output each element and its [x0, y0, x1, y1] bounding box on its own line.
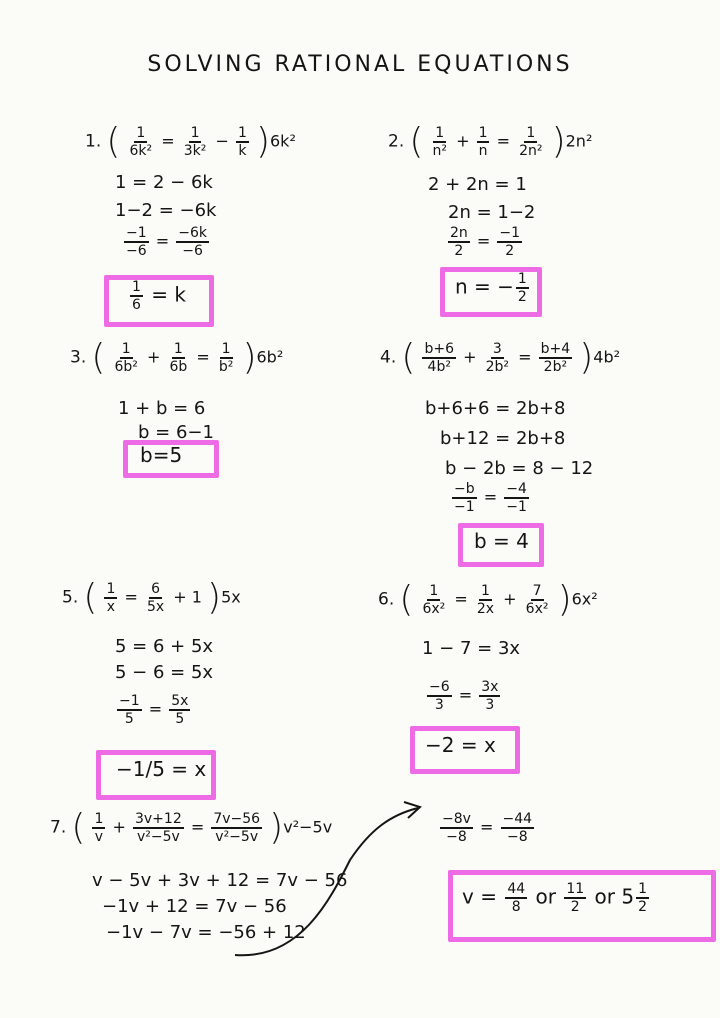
problem-number: 3.: [70, 347, 87, 368]
fraction: $\frac{1}{v}$: [94, 811, 104, 845]
problem-2-equation: 2. ( $\frac{1}{\text{n²}}$ + $\frac{1}{n}$ = $\frac{1}{\text{2n²}}$ )2n²: [388, 121, 593, 162]
fraction: $\frac{b+6}{\text{4b²}}$: [424, 341, 454, 375]
answer: b = 4: [474, 529, 529, 553]
step-line: −1v − 7v = −56 + 12: [106, 922, 306, 943]
fraction: $\frac{b+4}{\text{2b²}}$: [540, 341, 571, 375]
step-line: 2 + 2n = 1: [428, 174, 527, 195]
fraction: $\frac{3}{\text{2b²}}$: [485, 341, 509, 375]
fraction: $\frac{7v-56}{\text{v²−5v}}$: [213, 811, 261, 845]
division-step: $\frac{-1}{5}$ = $\frac{5x}{5}$: [119, 693, 189, 727]
problem-1-equation: 1. ( $\frac{1}{\text{6k²}}$ = $\frac{1}{\text{3k²}}$ − $\frac{1}{k}$ )6k²: [85, 121, 296, 162]
answer: v = $\frac{44}{8}$ or $\frac{11}{2}$ or 5 $\frac{1}{2}$: [462, 881, 647, 915]
step-line: 1 = 2 − 6k: [115, 172, 213, 193]
fraction: $\frac{3v+12}{\text{v²−5v}}$: [134, 811, 182, 845]
step-line: v − 5v + 3v + 12 = 7v − 56: [92, 870, 348, 891]
fraction: $\frac{1}{\text{6b²}}$: [114, 341, 138, 375]
problem-number: 4.: [380, 347, 397, 368]
fraction: $\frac{1}{\text{6x²}}$: [422, 583, 446, 617]
step-line: b − 2b = 8 − 12: [445, 458, 594, 479]
step-line: 2n = 1−2: [448, 202, 536, 223]
answer: $\frac{1}{6}$ = k: [132, 279, 186, 313]
problem-number: 5.: [62, 587, 79, 608]
answer: −1/5 = x: [116, 757, 207, 781]
fraction: $\frac{1}{2x}$: [476, 583, 495, 617]
fraction: $\frac{1}{\text{2n²}}$: [519, 125, 543, 159]
fraction: $\frac{1}{\text{n²}}$: [432, 125, 447, 159]
step-line: b = 6−1: [138, 422, 214, 443]
fraction: $\frac{1}{6b}$: [169, 341, 188, 375]
fraction: $\frac{6}{5x}$: [146, 581, 165, 615]
problem-number: 2.: [388, 131, 405, 152]
problem-number: 7.: [50, 817, 67, 838]
fraction: $\frac{1}{\text{3k²}}$: [183, 125, 207, 159]
fraction: $\frac{1}{x}$: [106, 581, 116, 615]
problem-number: 6.: [378, 589, 395, 610]
problem-3-equation: 3. ( $\frac{1}{\text{6b²}}$ + $\frac{1}{6b}$ = $\frac{1}{\text{b²}}$ )6b²: [70, 337, 284, 378]
step-line: 5 − 6 = 5x: [115, 662, 214, 683]
fraction: $\frac{1}{k}$: [237, 125, 247, 159]
problem-4-equation: 4. ( $\frac{b+6}{\text{4b²}}$ + $\frac{3}{\text{2b²}}$ = $\frac{b+4}{\text{2b²}}$ )4b²: [380, 337, 621, 378]
step-line: 1 − 7 = 3x: [422, 638, 521, 659]
division-step: $\frac{-8v}{-8}$ = $\frac{-44}{-8}$: [442, 811, 533, 845]
answer: n = − $\frac{1}{2}$: [455, 271, 527, 305]
fraction: $\frac{1}{n}$: [478, 125, 488, 159]
problem-number: 1.: [85, 131, 102, 152]
fraction: $\frac{1}{\text{b²}}$: [218, 341, 234, 375]
step-line: b+6+6 = 2b+8: [425, 398, 566, 419]
division-step: $\frac{-1}{-6}$ = $\frac{-6k}{-6}$: [126, 225, 207, 259]
answer: b=5: [140, 443, 183, 467]
division-step: $\frac{-6}{3}$ = $\frac{3x}{3}$: [429, 679, 499, 713]
step-line: −1v + 12 = 7v − 56: [102, 896, 287, 917]
problem-6-equation: 6. ( $\frac{1}{\text{6x²}}$ = $\frac{1}{2x}$ + $\frac{7}{\text{6x²}}$ )6x²: [378, 579, 598, 620]
fraction: $\frac{1}{\text{6k²}}$: [129, 125, 153, 159]
step-line: b+12 = 2b+8: [440, 428, 566, 449]
fraction: $\frac{7}{\text{6x²}}$: [525, 583, 549, 617]
division-step: $\frac{2n}{2}$ = $\frac{-1}{2}$: [450, 225, 521, 259]
step-line: 5 = 6 + 5x: [115, 636, 214, 657]
answer: −2 = x: [425, 733, 496, 757]
step-line: 1 + b = 6: [118, 398, 206, 419]
problem-5-equation: 5. ( $\frac{1}{x}$ = $\frac{6}{5x}$ + 1 )5x: [62, 577, 241, 618]
division-step: $\frac{-b}{-1}$ = $\frac{-4}{-1}$: [454, 481, 527, 515]
step-line: 1−2 = −6k: [115, 200, 217, 221]
problem-7-equation: 7. ( $\frac{1}{v}$ + $\frac{3v+12}{\text{v²−5v}}$ = $\frac{7v-56}{\text{v²−5v}}$ )v²−5v: [50, 807, 333, 848]
page-title: SOLVING RATIONAL EQUATIONS: [147, 52, 573, 77]
